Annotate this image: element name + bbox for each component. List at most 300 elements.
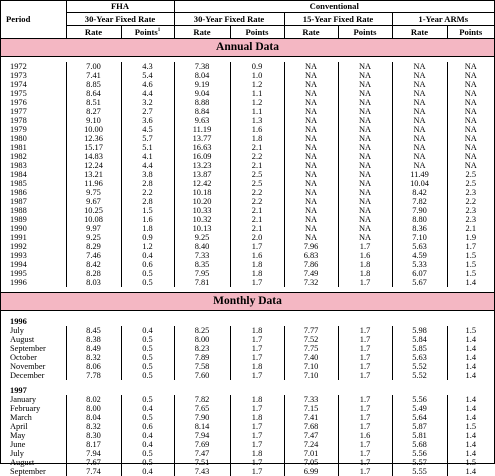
fha-30-points-cell: 1.6 xyxy=(121,215,174,224)
conv-15-rate-cell: NA xyxy=(284,188,338,197)
conv-30-rate-cell: 7.60 xyxy=(174,371,230,380)
fha-30-points-cell: 0.5 xyxy=(121,362,174,371)
fha-30-rate-cell: 7.46 xyxy=(66,251,121,260)
points-header-label: Points xyxy=(134,26,158,37)
conv-15-rate-cell: 7.10 xyxy=(284,362,338,371)
conv-30-rate-cell: 8.25 xyxy=(174,326,230,335)
conv-30-points-cell: 2.2 xyxy=(230,152,284,161)
table-row xyxy=(1,125,494,134)
conv-15-rate-cell: 7.47 xyxy=(284,431,338,440)
arm-points-cell: 1.5 xyxy=(447,458,494,467)
conv-15-points-cell: 1.7 xyxy=(338,335,392,344)
conv-30-rate-cell: 10.20 xyxy=(174,197,230,206)
conv-15-rate-cell: 7.77 xyxy=(284,326,338,335)
table-row xyxy=(1,134,494,143)
arm-points-cell: 1.4 xyxy=(447,467,494,476)
conv-15-points-cell: 1.7 xyxy=(338,278,392,287)
conv-15-rate-cell: NA xyxy=(284,116,338,125)
fha-header: FHA xyxy=(66,1,174,13)
period-cell: 1972 xyxy=(10,62,27,71)
fha-30-points-cell: 4.4 xyxy=(121,161,174,170)
conv-15-points-cell: NA xyxy=(338,134,392,143)
period-cell: January xyxy=(10,395,37,404)
conv-30-points-cell: 2.2 xyxy=(230,197,284,206)
arm-points-cell: 1.4 xyxy=(447,413,494,422)
arm-points-cell: 1.5 xyxy=(447,326,494,335)
conv-15-rate-cell: NA xyxy=(284,233,338,242)
period-cell: July xyxy=(10,326,24,335)
period-cell: 1975 xyxy=(10,89,27,98)
arm-rate-cell: NA xyxy=(392,134,447,143)
period-cell: 1987 xyxy=(10,197,27,206)
arm-points-cell: 2.1 xyxy=(447,224,494,233)
conv-30-points-cell: 2.5 xyxy=(230,179,284,188)
period-cell: April xyxy=(10,422,28,431)
fha-30-points-cell: 0.5 xyxy=(121,458,174,467)
conv-30-points-cell: 1.6 xyxy=(230,251,284,260)
conv-15-rate-cell: 7.41 xyxy=(284,413,338,422)
fha-30-points-cell: 0.5 xyxy=(121,278,174,287)
conv-15-points-cell: NA xyxy=(338,89,392,98)
conv-15-rate-cell: NA xyxy=(284,89,338,98)
fha-30-points-cell: 0.4 xyxy=(121,440,174,449)
arm-rate-cell: NA xyxy=(392,89,447,98)
table-header xyxy=(1,1,494,39)
period-cell: 1980 xyxy=(10,134,27,143)
fha-30-points-cell: 0.5 xyxy=(121,335,174,344)
conv-30-points-cell: 1.7 xyxy=(230,371,284,380)
arm-points-cell: NA xyxy=(447,89,494,98)
fha-30-points-cell: 0.4 xyxy=(121,467,174,476)
fha-30-rate-cell: 7.41 xyxy=(66,71,121,80)
conv-30-points-cell: 1.7 xyxy=(230,422,284,431)
conv-15-points-cell: 1.7 xyxy=(338,242,392,251)
arm-rate-cell: 10.04 xyxy=(392,179,447,188)
monthly-data-banner: Monthly Data xyxy=(1,293,494,311)
conv-15-rate-cell: NA xyxy=(284,62,338,71)
conv-30-points-cell: 1.8 xyxy=(230,260,284,269)
conv-15-rate-cell: NA xyxy=(284,197,338,206)
arm-rate-cell: 7.10 xyxy=(392,233,447,242)
conv-15-rate-cell: 7.01 xyxy=(284,449,338,458)
fha-30-rate-cell: 10.25 xyxy=(66,206,121,215)
period-header: Period xyxy=(1,1,66,39)
table-row xyxy=(1,449,494,458)
period-cell: 1990 xyxy=(10,224,27,233)
arm-rate-cell: 5.63 xyxy=(392,242,447,251)
conv-30-rate-cell: 9.19 xyxy=(174,80,230,89)
conv-30-rate-cell: 9.25 xyxy=(174,233,230,242)
table-row xyxy=(1,371,494,380)
conv-30-rate-cell: 13.23 xyxy=(174,161,230,170)
fha-30-rate-cell: 8.42 xyxy=(66,260,121,269)
period-cell: August xyxy=(10,335,35,344)
table-row xyxy=(1,62,494,71)
conv-30-points-cell: 2.1 xyxy=(230,215,284,224)
table-row xyxy=(1,161,494,170)
fha-30-rate-cell: 9.67 xyxy=(66,197,121,206)
conv-15-rate-cell: 7.24 xyxy=(284,440,338,449)
fha-30-rate-cell: 8.85 xyxy=(66,80,121,89)
arm-points-cell: 1.4 xyxy=(447,440,494,449)
period-cell: 1981 xyxy=(10,143,27,152)
fha-30-points-cell: 3.6 xyxy=(121,116,174,125)
conv-30-points-cell: 1.2 xyxy=(230,80,284,89)
arm-rate-cell: 5.67 xyxy=(392,278,447,287)
conv-30-rate-cell: 7.47 xyxy=(174,449,230,458)
fha-30-rate-cell: 7.78 xyxy=(66,371,121,380)
fha-30-rate-cell: 10.00 xyxy=(66,125,121,134)
fha-30-rate-cell: 8.27 xyxy=(66,107,121,116)
period-cell: 1991 xyxy=(10,233,27,242)
period-cell: September xyxy=(10,467,46,476)
conv-15-rate-cell: 7.40 xyxy=(284,353,338,362)
conv-30-points-cell: 1.8 xyxy=(230,362,284,371)
arm-rate-cell: 8.36 xyxy=(392,224,447,233)
period-cell: 1976 xyxy=(10,98,27,107)
conv-15-points-cell: 1.8 xyxy=(338,269,392,278)
arm-rate-cell: 8.42 xyxy=(392,188,447,197)
fha-30-points-cell: 4.1 xyxy=(121,152,174,161)
conv-15-rate-cell: NA xyxy=(284,170,338,179)
conv-30-points-cell: 1.8 xyxy=(230,326,284,335)
arm-rate-cell: NA xyxy=(392,107,447,116)
conv-15-rate-cell: 7.33 xyxy=(284,395,338,404)
conv-30-rate-cell: 7.43 xyxy=(174,467,230,476)
conv-15-points-cell: NA xyxy=(338,107,392,116)
fha-30-points-cell: 0.4 xyxy=(121,251,174,260)
fha-30-rate-cell: 11.96 xyxy=(66,179,121,188)
points-header xyxy=(121,26,174,39)
conv-30-points-cell: 1.7 xyxy=(230,344,284,353)
table-row xyxy=(1,413,494,422)
fha-30-points-cell: 4.4 xyxy=(121,89,174,98)
table-row xyxy=(1,197,494,206)
arm-rate-cell: 5.56 xyxy=(392,449,447,458)
period-cell: 1983 xyxy=(10,161,27,170)
mortgage-rates-table xyxy=(1,1,494,476)
conv-30-points-cell: 2.1 xyxy=(230,143,284,152)
conv-30-rate-cell: 16.09 xyxy=(174,152,230,161)
conv-30-rate-cell: 7.89 xyxy=(174,353,230,362)
arm-rate-cell: NA xyxy=(392,62,447,71)
period-cell: 1985 xyxy=(10,179,27,188)
conv-15-points-cell: NA xyxy=(338,98,392,107)
conv-15-rate-cell: NA xyxy=(284,179,338,188)
table-row xyxy=(1,422,494,431)
arm-points-cell: 1.5 xyxy=(447,269,494,278)
annual-data-banner: Annual Data xyxy=(1,39,494,57)
conv-30-points-cell: 1.7 xyxy=(230,440,284,449)
conv-arm-header: 1-Year ARMs xyxy=(392,13,494,26)
conv-15-rate-cell: NA xyxy=(284,215,338,224)
arm-rate-cell: NA xyxy=(392,143,447,152)
conv-30-points-cell: 1.8 xyxy=(230,413,284,422)
fha-30-points-cell: 2.2 xyxy=(121,188,174,197)
conv-30-points-cell: 1.8 xyxy=(230,134,284,143)
arm-rate-cell: NA xyxy=(392,161,447,170)
fha-30-rate-cell: 14.83 xyxy=(66,152,121,161)
conv-15-points-cell: NA xyxy=(338,179,392,188)
period-cell: December xyxy=(10,371,45,380)
period-cell: 1973 xyxy=(10,71,27,80)
fha-30-points-cell: 0.5 xyxy=(121,413,174,422)
arm-rate-cell: 5.52 xyxy=(392,371,447,380)
fha-30-rate-cell: 9.75 xyxy=(66,188,121,197)
period-cell: 1978 xyxy=(10,116,27,125)
arm-points-cell: NA xyxy=(447,134,494,143)
period-cell: November xyxy=(10,362,46,371)
conv-30-rate-cell: 8.84 xyxy=(174,107,230,116)
conv-30-points-cell: 1.7 xyxy=(230,242,284,251)
conv-30-rate-cell: 8.04 xyxy=(174,71,230,80)
conv-15-points-cell: 1.7 xyxy=(338,422,392,431)
conv-30-rate-cell: 8.88 xyxy=(174,98,230,107)
period-cell: October xyxy=(10,353,37,362)
conv-15-points-cell: 1.7 xyxy=(338,449,392,458)
conv-15-points-cell: 1.7 xyxy=(338,404,392,413)
table-row xyxy=(1,98,494,107)
conv-15-points-cell: NA xyxy=(338,215,392,224)
fha-30-points-cell: 3.8 xyxy=(121,170,174,179)
fha-30-points-cell: 0.6 xyxy=(121,422,174,431)
period-cell: August xyxy=(10,458,35,467)
fha-30-rate-cell: 8.49 xyxy=(66,344,121,353)
conv-15-rate-cell: 6.83 xyxy=(284,251,338,260)
fha-30-rate-cell: 8.45 xyxy=(66,326,121,335)
conv-30-rate-cell: 7.33 xyxy=(174,251,230,260)
conv-15-rate-cell: 7.96 xyxy=(284,242,338,251)
table-row xyxy=(1,278,494,287)
fha-30-points-cell: 0.5 xyxy=(121,353,174,362)
arm-rate-cell: NA xyxy=(392,116,447,125)
arm-points-cell: 2.5 xyxy=(447,179,494,188)
conv-30-rate-cell: 7.69 xyxy=(174,440,230,449)
arm-points-cell: 1.5 xyxy=(447,251,494,260)
arm-points-cell: 1.4 xyxy=(447,371,494,380)
conv-30-points-cell: 1.7 xyxy=(230,278,284,287)
fha-30-rate-cell: 7.00 xyxy=(66,62,121,71)
period-cell: 1995 xyxy=(10,269,27,278)
period-cell: 1994 xyxy=(10,260,27,269)
fha-30-rate-cell: 10.08 xyxy=(66,215,121,224)
period-cell: March xyxy=(10,413,32,422)
arm-rate-cell: 5.33 xyxy=(392,260,447,269)
table-row xyxy=(1,143,494,152)
arm-points-cell: NA xyxy=(447,152,494,161)
arm-points-cell: 1.9 xyxy=(447,233,494,242)
arm-points-cell: 1.4 xyxy=(447,344,494,353)
conv-30-rate-cell: 9.63 xyxy=(174,116,230,125)
conv-30-rate-cell: 8.00 xyxy=(174,335,230,344)
points-footnote-marker: 1 xyxy=(157,27,161,33)
arm-points-cell: 1.5 xyxy=(447,260,494,269)
conv-15-points-cell: NA xyxy=(338,125,392,134)
conv-15-points-cell: 1.8 xyxy=(338,260,392,269)
fha-30-rate-cell: 8.32 xyxy=(66,422,121,431)
fha-30-points-cell: 4.5 xyxy=(121,125,174,134)
table-row xyxy=(1,179,494,188)
period-cell: 1989 xyxy=(10,215,27,224)
conv-30-points-cell: 0.9 xyxy=(230,62,284,71)
arm-rate-cell: NA xyxy=(392,71,447,80)
period-cell: 1992 xyxy=(10,242,27,251)
conv-15-rate-cell: 7.68 xyxy=(284,422,338,431)
conv-15-rate-cell: NA xyxy=(284,98,338,107)
arm-points-cell: 1.4 xyxy=(447,431,494,440)
table-row xyxy=(1,206,494,215)
conv-15-rate-cell: NA xyxy=(284,152,338,161)
conv-30-points-cell: 1.7 xyxy=(230,353,284,362)
period-cell: 1977 xyxy=(10,107,27,116)
fha-30-points-cell: 0.6 xyxy=(121,260,174,269)
conv-15-rate-cell: NA xyxy=(284,143,338,152)
conv-30-rate-cell: 8.35 xyxy=(174,260,230,269)
table-row xyxy=(1,116,494,125)
fha-30-rate-cell: 15.17 xyxy=(66,143,121,152)
conv-15-points-cell: NA xyxy=(338,152,392,161)
arm-rate-cell: 5.68 xyxy=(392,440,447,449)
conv-30-points-cell: 1.7 xyxy=(230,404,284,413)
arm-points-cell: 2.3 xyxy=(447,215,494,224)
arm-points-cell: 1.4 xyxy=(447,335,494,344)
points-header: Points xyxy=(230,26,284,39)
conv-15-rate-cell: 7.75 xyxy=(284,344,338,353)
conv-30-points-cell: 2.2 xyxy=(230,188,284,197)
conv-30-rate-cell: 8.40 xyxy=(174,242,230,251)
table-row xyxy=(1,233,494,242)
arm-rate-cell: 7.90 xyxy=(392,206,447,215)
arm-rate-cell: 5.81 xyxy=(392,431,447,440)
fha-30-points-cell: 1.8 xyxy=(121,224,174,233)
conv-15-points-cell: 1.7 xyxy=(338,467,392,476)
fha-30-points-cell: 3.2 xyxy=(121,98,174,107)
fha-30-rate-cell: 9.97 xyxy=(66,224,121,233)
conv-30-rate-cell: 8.14 xyxy=(174,422,230,431)
conv-30-rate-cell: 10.13 xyxy=(174,224,230,233)
rate-header: Rate xyxy=(284,26,338,39)
conv-30-points-cell: 1.1 xyxy=(230,107,284,116)
fha-30-points-cell: 0.5 xyxy=(121,371,174,380)
fha-30-points-cell: 0.4 xyxy=(121,404,174,413)
arm-rate-cell: 5.63 xyxy=(392,353,447,362)
fha-30-rate-cell: 8.03 xyxy=(66,278,121,287)
arm-rate-cell: 5.56 xyxy=(392,395,447,404)
conv-30-points-cell: 1.0 xyxy=(230,71,284,80)
fha-30-points-cell: 5.7 xyxy=(121,134,174,143)
conv-30-points-cell: 1.7 xyxy=(230,335,284,344)
conv-30-points-cell: 1.7 xyxy=(230,431,284,440)
period-cell: May xyxy=(10,431,26,440)
conv-15-points-cell: 1.7 xyxy=(338,362,392,371)
arm-rate-cell: 5.57 xyxy=(392,458,447,467)
period-cell: 1988 xyxy=(10,206,27,215)
period-cell: 1996 xyxy=(10,278,27,287)
arm-points-cell: NA xyxy=(447,98,494,107)
arm-points-cell: 1.7 xyxy=(447,242,494,251)
conv-30-rate-cell: 8.23 xyxy=(174,344,230,353)
fha-30-points-cell: 0.4 xyxy=(121,326,174,335)
fha-30-rate-cell: 8.17 xyxy=(66,440,121,449)
arm-rate-cell: 5.52 xyxy=(392,362,447,371)
arm-points-cell: NA xyxy=(447,80,494,89)
table-row xyxy=(1,269,494,278)
table-row xyxy=(1,71,494,80)
table-row xyxy=(1,80,494,89)
table-row xyxy=(1,344,494,353)
conv-30-rate-cell: 10.18 xyxy=(174,188,230,197)
conv-30-rate-cell: 11.19 xyxy=(174,125,230,134)
arm-rate-cell: NA xyxy=(392,98,447,107)
fha-30-points-cell: 2.8 xyxy=(121,179,174,188)
conv-15-rate-cell: NA xyxy=(284,71,338,80)
conv-15-points-cell: 1.7 xyxy=(338,371,392,380)
table-row xyxy=(1,440,494,449)
conv-15-points-cell: 1.7 xyxy=(338,440,392,449)
conv-30-points-cell: 1.3 xyxy=(230,116,284,125)
conv-30-points-cell: 1.6 xyxy=(230,125,284,134)
conv-30-rate-cell: 10.33 xyxy=(174,206,230,215)
conv-15-rate-cell: NA xyxy=(284,134,338,143)
conv-15-rate-cell: 7.49 xyxy=(284,269,338,278)
fha-30-points-cell: 5.1 xyxy=(121,143,174,152)
monthly-section xyxy=(1,287,494,476)
conv-30-rate-cell: 7.81 xyxy=(174,278,230,287)
arm-rate-cell: 5.64 xyxy=(392,413,447,422)
arm-points-cell: 1.4 xyxy=(447,449,494,458)
conv-30-rate-cell: 7.51 xyxy=(174,458,230,467)
fha-30-points-cell: 0.5 xyxy=(121,395,174,404)
conv-30-points-cell: 1.2 xyxy=(230,98,284,107)
arm-rate-cell: 5.98 xyxy=(392,326,447,335)
arm-points-cell: NA xyxy=(447,161,494,170)
period-cell: 1974 xyxy=(10,80,27,89)
table-row xyxy=(1,362,494,371)
monthly-year-label: 1996 xyxy=(10,316,27,326)
fha-30-rate-cell: 8.64 xyxy=(66,89,121,98)
table-row xyxy=(1,404,494,413)
arm-points-cell: NA xyxy=(447,62,494,71)
table-row xyxy=(1,152,494,161)
arm-rate-cell: 7.82 xyxy=(392,197,447,206)
rate-header: Rate xyxy=(174,26,230,39)
arm-rate-cell: NA xyxy=(392,152,447,161)
table-row xyxy=(1,260,494,269)
period-cell: September xyxy=(10,344,46,353)
table-row xyxy=(1,215,494,224)
table-row xyxy=(1,467,494,476)
conv-30-rate-cell: 7.65 xyxy=(174,404,230,413)
points-header: Points xyxy=(447,26,494,39)
fha-30-points-cell: 4.3 xyxy=(121,62,174,71)
conv-15-rate-cell: NA xyxy=(284,107,338,116)
fha-30-points-cell: 4.6 xyxy=(121,80,174,89)
period-cell: February xyxy=(10,404,41,413)
table-row xyxy=(1,395,494,404)
fha-30-rate-cell: 8.00 xyxy=(66,404,121,413)
conv-15-points-cell: 1.6 xyxy=(338,251,392,260)
arm-points-cell: 1.4 xyxy=(447,278,494,287)
arm-rate-cell: 5.87 xyxy=(392,422,447,431)
fha-30-rate-cell: 8.02 xyxy=(66,395,121,404)
arm-points-cell: 1.5 xyxy=(447,422,494,431)
period-cell: 1984 xyxy=(10,170,27,179)
conv-15-points-cell: NA xyxy=(338,116,392,125)
conv-30-points-cell: 1.8 xyxy=(230,395,284,404)
arm-points-cell: 2.3 xyxy=(447,206,494,215)
arm-rate-cell: 5.85 xyxy=(392,344,447,353)
conv-15-rate-cell: NA xyxy=(284,206,338,215)
